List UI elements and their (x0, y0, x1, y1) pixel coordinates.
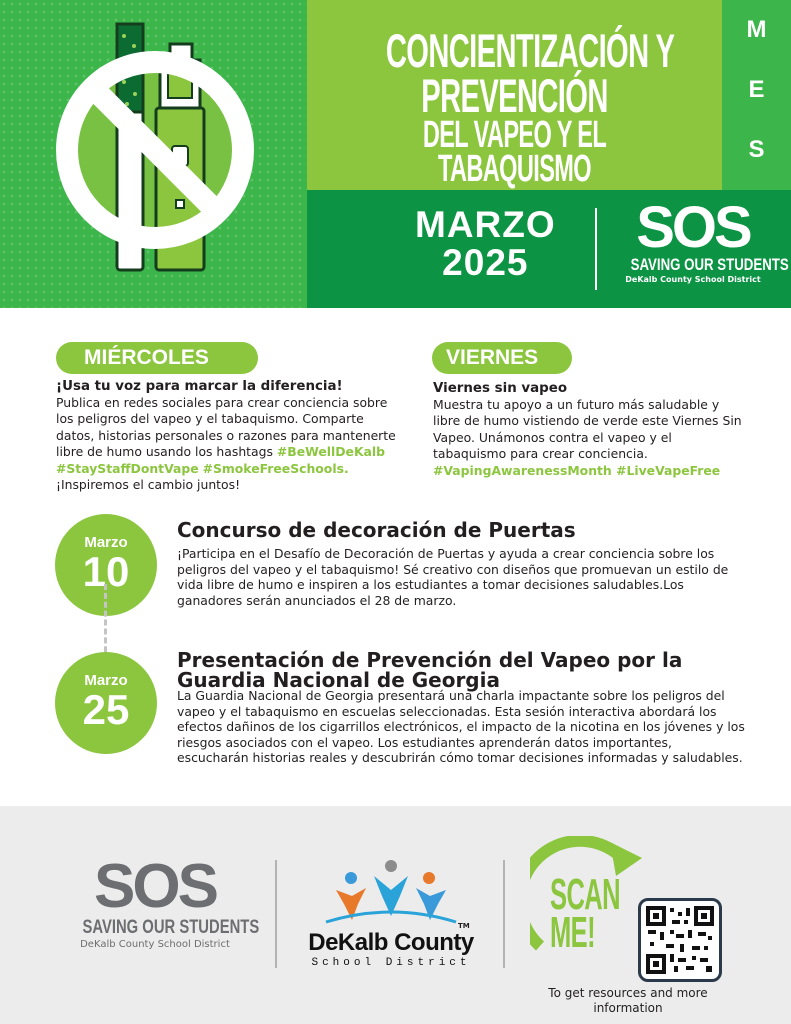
year-label: 2025 (442, 242, 529, 283)
day-block-miercoles (56, 378, 396, 493)
scan-line-2: ME! (550, 908, 596, 957)
title-line-3: DEL VAPEO Y EL (422, 114, 607, 156)
dekalb-logo (296, 856, 486, 970)
hashtags: #SmokeFreeSchools. (202, 460, 349, 476)
title-panel (307, 0, 722, 190)
hero-illustration (0, 0, 307, 308)
hashtags: #VapingAwarenessMonth #LiveVapeFree (433, 462, 721, 478)
footer-sos-logo (62, 852, 260, 952)
sos-wordmark: SOS (636, 195, 750, 260)
dekalb-sub: School District (311, 957, 471, 969)
sos-district: DeKalb County School District (625, 275, 761, 284)
footer (0, 806, 791, 1024)
day-body: Muestra tu apoyo a un futuro más saludable y libre de humo vistiendo de verde este Viernes Sin Vapeo. Unámonos contra el vapeo y el tabaquismo para crear conciencia. (433, 397, 742, 462)
day-heading: ¡Usa tu voz para marcar la diferencia! (56, 379, 343, 394)
event-title: Presentación de Prevención del Vapeo por la Guardia Nacional de Georgia (177, 648, 683, 692)
no-smoking-sign-icon (0, 0, 307, 308)
sos-tagline: SAVING OUR STUDENTS (82, 917, 260, 938)
page-title (385, 24, 675, 190)
qr-code-icon (646, 906, 714, 974)
day-heading: Viernes sin vapeo (433, 381, 568, 396)
dekalb-name: DeKalb County (308, 929, 474, 956)
day-pill-viernes: VIERNES (432, 342, 572, 374)
divider (275, 860, 277, 968)
hashtags: #BeWellDeKalb #StayStaffDontVape (56, 444, 386, 476)
scan-me-text (550, 870, 620, 957)
sos-wordmark: SOS (94, 852, 216, 921)
month-vertical-label (722, 0, 791, 190)
event-month: Marzo (84, 534, 128, 551)
divider (595, 208, 597, 290)
dekalb-figures-icon (296, 856, 486, 926)
qr-code[interactable] (638, 898, 722, 982)
event-title: Concurso de decoración de Puertas (177, 518, 576, 542)
event-month: Marzo (84, 672, 128, 689)
event-body: ¡Participa en el Desafío de Decoración de Puertas y ayuda a crear conciencia sobre los peligros del vapeo y el tabaquismo! Sé creativo con diseños que promuevan un estilo de vida libre de humo e inspiren a los estudiantes a tomar decisiones saludables.Los ganadores serán anunciados el 28 de marzo. (177, 546, 729, 608)
title-line-1: CONCIENTIZACIÓN Y (385, 24, 675, 77)
day-closing: ¡Inspiremos el cambio juntos! (56, 477, 241, 493)
day-body: Publica en redes sociales para crear conciencia sobre los peligros del vapeo y el tabaquismo. Comparte datos, historias personales o razones para mantenerte libre de humo usando los hashtags (56, 395, 396, 460)
scan-line-1: SCAN (550, 870, 620, 919)
scan-caption: To get resources and more information (548, 986, 708, 1015)
day-block-viernes (433, 380, 743, 479)
event-day: 10 (82, 548, 130, 595)
sos-logo (613, 195, 789, 285)
mes-letter-e: E (748, 76, 765, 103)
title-line-2: PREVENCIÓN (421, 69, 608, 122)
mes-letter-s: S (748, 136, 765, 163)
event-day: 25 (82, 686, 130, 733)
mes-letter-m: M (746, 16, 767, 43)
event-date-badge (55, 652, 157, 754)
date-banner (307, 190, 791, 308)
event-body: La Guardia Nacional de Georgia presentará una charla impactante sobre los peligros del vapeo y el tabaquismo en escuelas seleccionadas. Esta sesión interactiva abordará los efectos dañinos de los cigarrillos electrónicos, el impacto de la nicotina en los jóvenes y los riesgos asociados con el vapeo. Los estudiantes aprenderán datos importantes, escucharán historias reales y descubrirán cómo tomar decisiones informadas y saludables. (177, 688, 745, 766)
title-line-4: TABAQUISMO (437, 148, 592, 190)
sos-district: DeKalb County School District (80, 939, 230, 950)
trademark: TM (458, 922, 470, 930)
date-block (415, 206, 556, 282)
divider (503, 860, 505, 968)
day-pill-miercoles: MIÉRCOLES (56, 342, 258, 374)
month-label: MARZO (415, 204, 556, 245)
sos-tagline: SAVING OUR STUDENTS (630, 255, 789, 274)
